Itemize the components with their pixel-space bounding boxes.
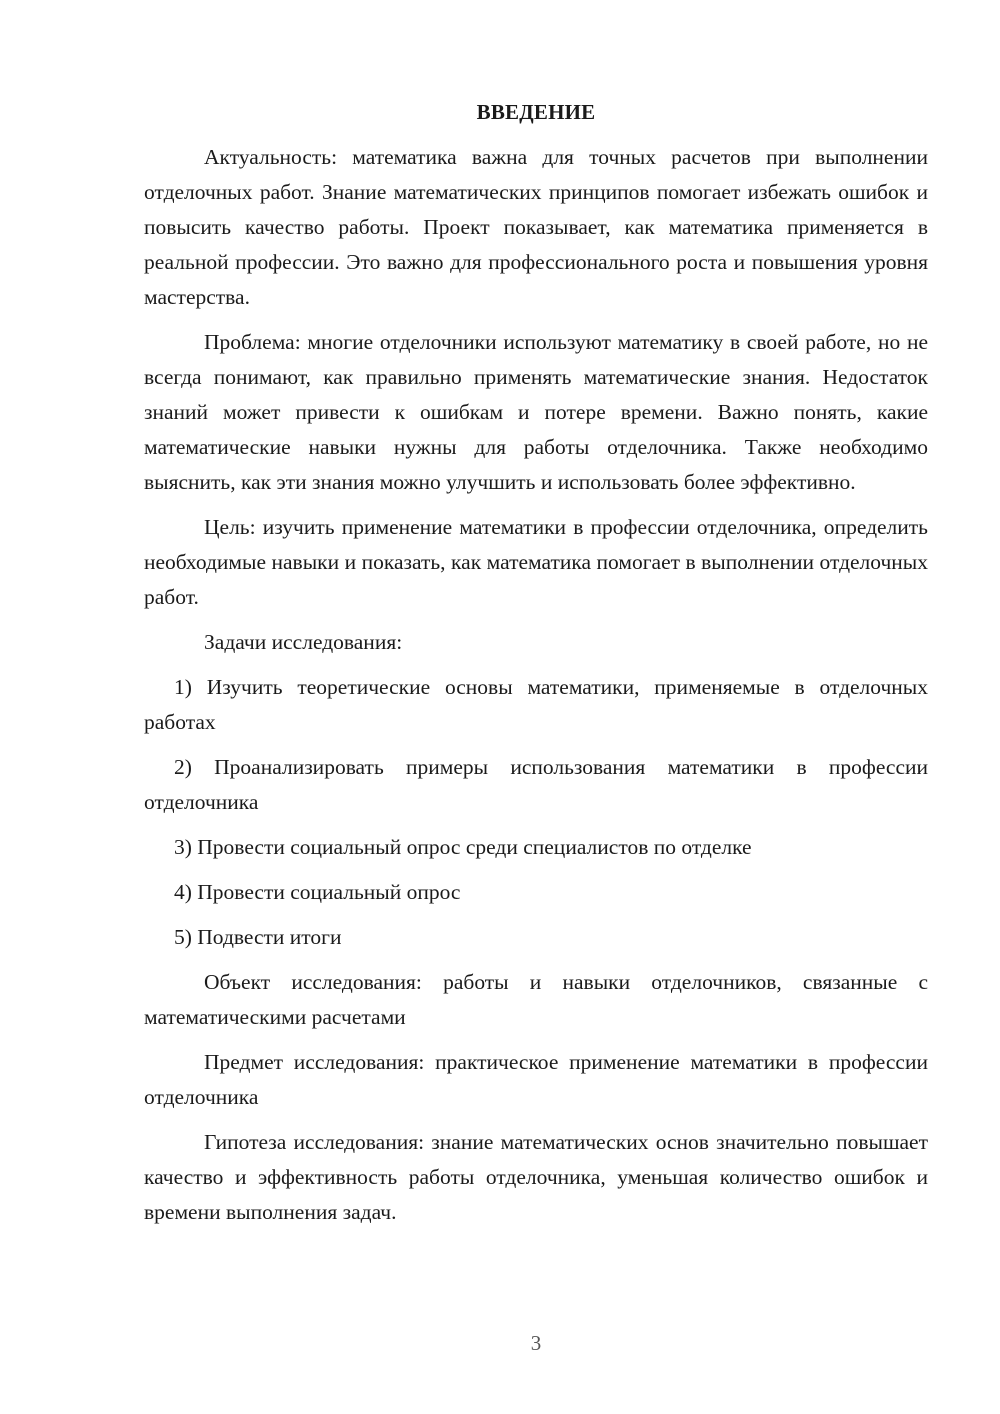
object-paragraph: Объект исследования: работы и навыки отделочников, связанные с математическими расчетами	[144, 970, 928, 1029]
document-page	[144, 95, 928, 1240]
page-title: ВВЕДЕНИЕ	[476, 100, 596, 124]
page-number: 3	[530, 1331, 542, 1355]
task-item-5: 5) Подвести итоги	[174, 925, 342, 949]
task-item-3: 3) Провести социальный опрос среди специалистов по отделке	[174, 835, 752, 859]
tasks-heading: Задачи исследования:	[204, 630, 403, 654]
goal-paragraph: Цель: изучить применение математики в профессии отделочника, определить необходимые навыки и показать, как математика помогает в выполнении отделочных работ.	[144, 515, 928, 609]
relevance-paragraph: Актуальность: математика важна для точных расчетов при выполнении отделочных работ. Знание математических принципов помогает избежать ошибок и повысить качество работы. Проект показывает, как математика применяется в реальной профессии. Это важно для профессионального роста и повышения уровня мастерства.	[144, 145, 928, 309]
subject-paragraph: Предмет исследования: практическое применение математики в профессии отделочника	[144, 1050, 928, 1109]
task-item-2: 2) Проанализировать примеры использования математики в профессии отделочника	[144, 755, 928, 814]
task-item-4: 4) Провести социальный опрос	[174, 880, 461, 904]
task-item-1: 1) Изучить теоретические основы математики, применяемые в отделочных работах	[144, 675, 928, 734]
problem-paragraph: Проблема: многие отделочники используют математику в своей работе, но не всегда понимают, как правильно применять математические знания. Недостаток знаний может привести к ошибкам и потере времени. Важно понять, какие математические навыки нужны для работы отделочника. Также необходимо выяснить, как эти знания можно улучшить и использовать более эффективно.	[144, 330, 928, 494]
hypothesis-paragraph: Гипотеза исследования: знание математических основ значительно повышает качество и эффективность работы отделочника, уменьшая количество ошибок и времени выполнения задач.	[144, 1130, 928, 1224]
